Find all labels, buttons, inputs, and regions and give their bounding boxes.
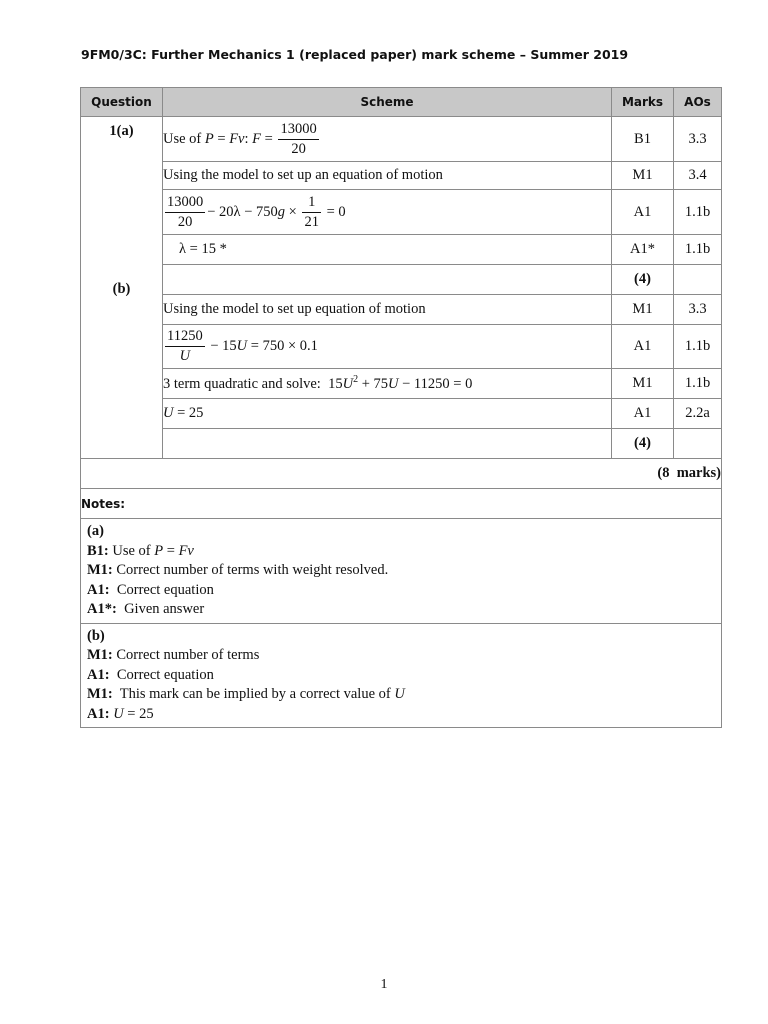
marks-cell: M1 — [612, 162, 674, 190]
scheme-text: 3 term quadratic and solve: — [163, 375, 329, 392]
part-total-a: (4) — [612, 265, 674, 295]
notes-block-a — [81, 519, 721, 623]
var-U: U — [113, 705, 124, 722]
var-U: U — [394, 686, 405, 702]
scheme-text: Use of — [163, 130, 205, 147]
mark-code: A1*: — [87, 601, 117, 617]
mark-code: B1: — [87, 542, 109, 559]
table-row — [81, 117, 722, 162]
page-number: 1 — [380, 977, 388, 992]
notes-b-cell — [81, 623, 722, 728]
scheme-text: = 750 × 0.1 — [247, 337, 318, 354]
scheme-text: = 0 — [322, 203, 346, 220]
notes-block-b — [81, 624, 721, 728]
scheme-cell — [163, 325, 612, 369]
var-U: U — [163, 405, 174, 421]
var-U: U — [388, 375, 399, 392]
mark-code: M1: — [87, 647, 113, 663]
notes-label: (b) — [87, 627, 105, 644]
scheme-text: + 75 — [358, 375, 389, 392]
marks-cell: A1 — [612, 399, 674, 429]
marks-cell: M1 — [612, 295, 674, 325]
table-row — [81, 295, 722, 325]
scheme-text: − 20λ − 750 — [207, 203, 278, 220]
ao-cell — [674, 429, 722, 459]
fraction-denominator: 20 — [291, 140, 306, 157]
scheme-cell — [163, 399, 612, 429]
marks-cell: M1 — [612, 369, 674, 399]
fraction — [165, 327, 205, 366]
fraction-denominator: 21 — [304, 213, 319, 230]
fraction — [302, 193, 321, 232]
ao-cell: 1.1b — [674, 235, 722, 265]
ao-cell — [674, 265, 722, 295]
var-g: g — [277, 203, 286, 220]
note-text: Correct equation — [109, 581, 214, 598]
mark-code: M1: — [87, 562, 113, 578]
notes-a-cell — [81, 519, 722, 624]
table-row — [81, 519, 722, 624]
fraction — [278, 120, 318, 159]
table-row — [81, 399, 722, 429]
table-row — [81, 325, 722, 369]
note-text: This mark can be implied by a correct value of — [112, 686, 395, 702]
mark-code: A1: — [87, 581, 110, 598]
scheme-cell — [163, 265, 612, 295]
table-row — [81, 369, 722, 399]
part-total-b: (4) — [612, 429, 674, 459]
header-scheme: Scheme — [163, 88, 612, 117]
question-label-1b: (b) — [112, 281, 131, 297]
scheme-text: = — [261, 130, 277, 147]
notes-label: (a) — [87, 523, 104, 539]
scheme-text: = — [213, 130, 230, 147]
fraction-denominator: 20 — [177, 213, 193, 230]
scheme-text: 15 — [328, 375, 343, 392]
question-label-1a: 1(a) — [109, 123, 134, 139]
marks-cell: A1* — [612, 235, 674, 265]
var-U: U — [342, 375, 354, 392]
table-row — [81, 489, 722, 519]
scheme-text: − 15 — [206, 337, 237, 354]
table-row — [81, 162, 722, 190]
note-text: Correct number of terms — [112, 647, 260, 663]
var-P: P — [204, 130, 214, 147]
ao-cell: 3.4 — [674, 162, 722, 190]
note-text: Correct equation — [109, 666, 214, 683]
note-text: = 25 — [123, 705, 154, 722]
note-text: = — [163, 542, 179, 559]
scheme-text: − 11250 = 0 — [398, 375, 473, 392]
ao-cell: 1.1b — [674, 369, 722, 399]
fraction-numerator: 11250 — [165, 327, 205, 347]
fraction-numerator: 1 — [302, 193, 321, 213]
scheme-cell: Using the model to set up an equation of motion — [163, 162, 612, 190]
marks-cell: B1 — [612, 117, 674, 162]
fraction-numerator: 13000 — [278, 120, 318, 140]
note-text: Use of — [108, 542, 155, 559]
var-U: U — [236, 337, 248, 354]
scheme-text: × — [285, 203, 301, 220]
scheme-cell — [163, 117, 612, 162]
marks-cell: A1 — [612, 190, 674, 235]
exponent: 2 — [353, 374, 359, 386]
var-Fv: Fv — [229, 130, 245, 147]
var-F: F — [252, 130, 261, 147]
scheme-cell — [163, 429, 612, 459]
ao-cell: 3.3 — [674, 295, 722, 325]
mark-scheme-table — [80, 87, 722, 728]
marks-cell: A1 — [612, 325, 674, 369]
var-Fv: Fv — [178, 542, 194, 559]
scheme-cell — [163, 369, 612, 399]
table-row — [81, 429, 722, 459]
table-header-row — [81, 88, 722, 117]
total-marks: (8 marks) — [81, 459, 722, 489]
scheme-text: = 25 — [173, 405, 204, 421]
ao-cell: 3.3 — [674, 117, 722, 162]
ao-cell: 2.2a — [674, 399, 722, 429]
table-row — [81, 265, 722, 295]
table-row — [81, 623, 722, 728]
note-text: Correct number of terms with weight resolved. — [112, 562, 389, 578]
fraction-denominator: U — [179, 348, 191, 364]
ao-cell: 1.1b — [674, 325, 722, 369]
header-marks: Marks — [612, 88, 674, 117]
question-cell — [81, 117, 163, 459]
scheme-text: : — [244, 130, 253, 147]
mark-code: M1: — [87, 686, 113, 702]
table-row — [81, 190, 722, 235]
mark-code: A1: — [87, 705, 110, 722]
fraction-numerator: 13000 — [165, 193, 205, 213]
scheme-cell: λ = 15 * — [163, 235, 612, 265]
fraction — [165, 193, 205, 232]
header-aos: AOs — [674, 88, 722, 117]
page-title: 9FM0/3C: Further Mechanics 1 (replaced paper) mark scheme – Summer 2019 — [81, 47, 629, 62]
note-text: Given answer — [116, 601, 205, 617]
var-P: P — [154, 542, 164, 559]
table-row — [81, 235, 722, 265]
scheme-cell — [163, 190, 612, 235]
table-row — [81, 459, 722, 489]
mark-code: A1: — [87, 666, 110, 683]
notes-heading: Notes: — [81, 489, 722, 519]
scheme-cell: Using the model to set up equation of motion — [163, 295, 612, 325]
header-question: Question — [81, 88, 163, 117]
ao-cell: 1.1b — [674, 190, 722, 235]
